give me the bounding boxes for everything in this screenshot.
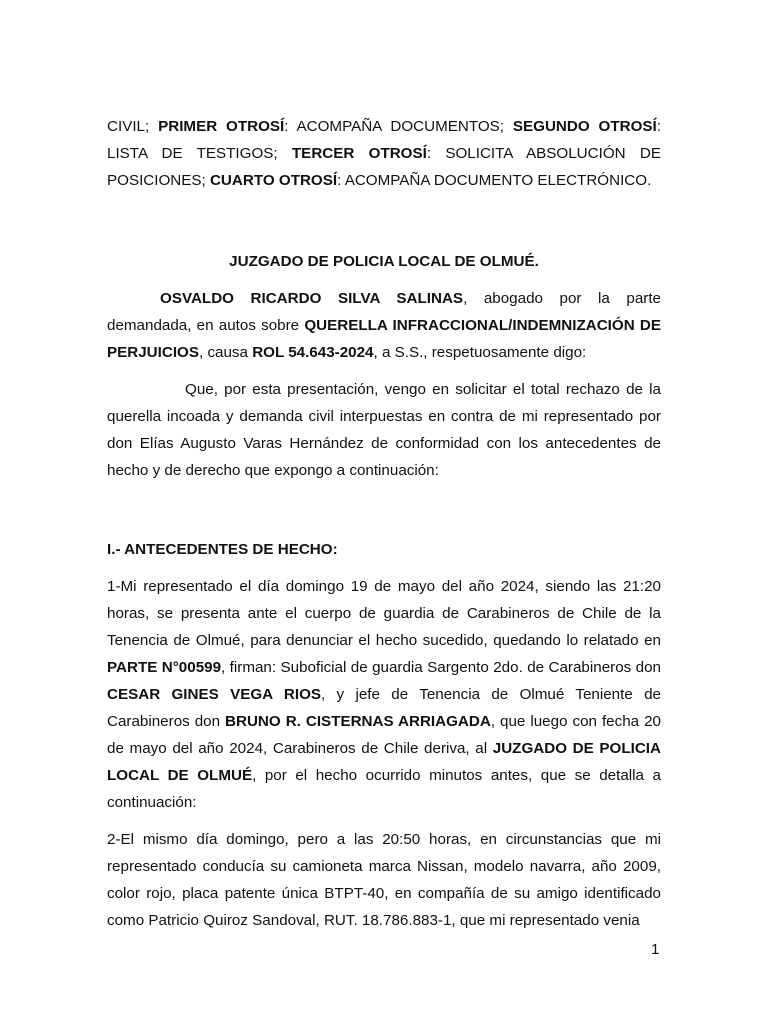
- court-name: JUZGADO DE POLICIA LOCAL DE OLMUÉ.: [229, 253, 539, 270]
- cuarto-otrosi-text: : ACOMPAÑA DOCUMENTO ELECTRÓNICO.: [337, 172, 652, 189]
- request-paragraph: Que, por esta presentación, vengo en solicitar el total rechazo de la querella incoada y demanda civil interpuestas en contra de mi representado por don Elías Augusto Varas Hernández de conformidad con los antecedentes de hecho y de derecho que expongo a continuación:: [107, 381, 661, 479]
- juzgado-name: JUZGADO DE POLICIA LOCAL DE OLMUÉ: [107, 740, 661, 784]
- case-rol: ROL 54.643-2024: [252, 344, 374, 361]
- sumilla-paragraph: [107, 113, 661, 194]
- segundo-otrosi-label: SEGUNDO OTROSÍ: [512, 118, 657, 135]
- fact-1-paragraph: [107, 573, 661, 816]
- fact-1-text-4: , que luego con fecha 20 de mayo del año 2024, Carabineros de Chile deriva, al: [107, 713, 661, 757]
- section-heading: I.- ANTECEDENTES DE HECHO:: [107, 541, 338, 558]
- teniente-name: BRUNO R. CISTERNAS ARRIAGADA: [225, 713, 491, 730]
- attorney-name: OSVALDO RICARDO SILVA SALINAS: [160, 290, 464, 307]
- tercer-otrosi-label: TERCER OTROSÍ: [291, 145, 427, 162]
- intro-text-3: , a S.S., respetuosamente digo:: [373, 344, 587, 361]
- intro-text-2: , causa: [199, 344, 253, 361]
- parte-number: PARTE N°00599: [107, 659, 222, 676]
- primer-otrosi-label: PRIMER OTROSÍ: [158, 118, 285, 135]
- tercer-otrosi-text: : SOLICITA ABSOLUCIÓN DE POSICIONES;: [107, 145, 661, 189]
- cuarto-otrosi-label: CUARTO OTROSÍ: [209, 172, 338, 189]
- sargento-name: CESAR GINES VEGA RIOS: [107, 686, 322, 703]
- fact-1-text-1: 1-Mi representado el día domingo 19 de mayo del año 2024, siendo las 21:20 horas, se presenta ante el cuerpo de guardia de Carabineros de Chile de la Tenencia de Olmué, para denunciar el hecho sucedido, quedando lo relatado en: [107, 578, 661, 649]
- intro-paragraph: [107, 285, 661, 366]
- document-page: [107, 113, 661, 944]
- case-type: QUERELLA INFRACCIONAL/INDEMNIZACIÓN DE PERJUICIOS: [107, 317, 661, 361]
- fact-1-text-3: , y jefe de Tenencia de Olmué Teniente de Carabineros don: [107, 686, 661, 730]
- sumilla-lead: CIVIL;: [107, 118, 159, 135]
- intro-text-1: , abogado por la parte demandada, en autos sobre: [107, 290, 661, 334]
- segundo-otrosi-text: : LISTA DE TESTIGOS;: [107, 118, 661, 162]
- court-heading: [107, 248, 661, 275]
- fact-1-text-2: , firman: Suboficial de guardia Sargento 2do. de Carabineros don: [221, 659, 662, 676]
- primer-otrosi-text: : ACOMPAÑA DOCUMENTOS;: [284, 118, 513, 135]
- fact-2-paragraph: 2-El mismo día domingo, pero a las 20:50 horas, en circunstancias que mi representado conducía su camioneta marca Nissan, modelo navarra, año 2009, color rojo, placa patente única BTPT-40, en compañía de su amigo identificado como Patricio Quiroz Sandoval, RUT. 18.786.883-1, que mi representado venia: [107, 831, 661, 929]
- fact-1-text-5: , por el hecho ocurrido minutos antes, que se detalla a continuación:: [107, 767, 661, 811]
- page-number: 1: [651, 941, 660, 958]
